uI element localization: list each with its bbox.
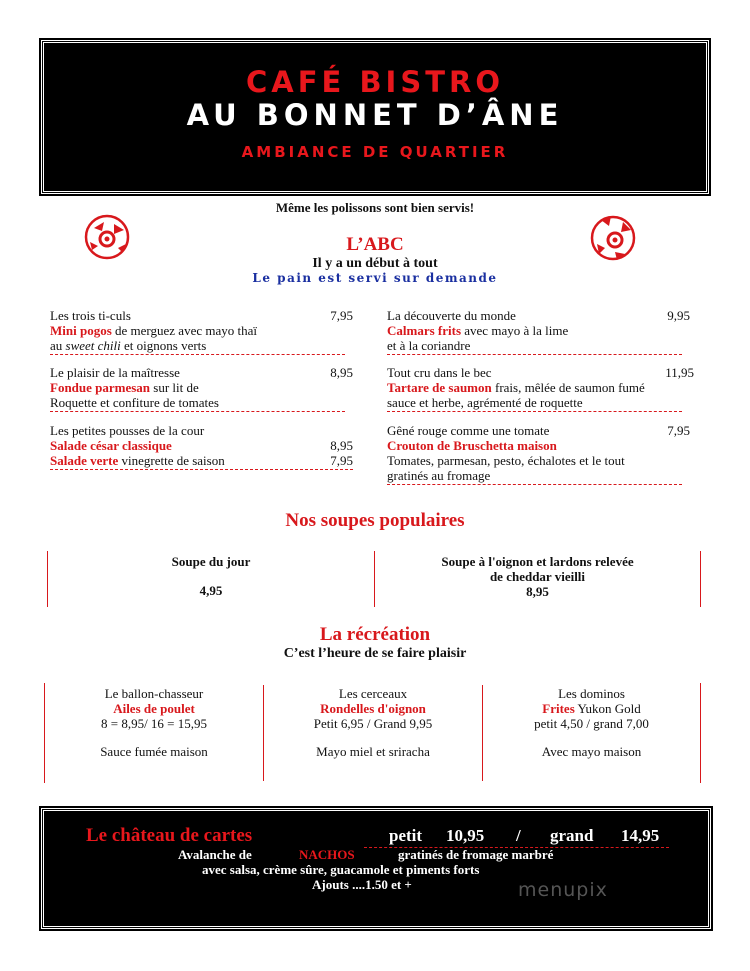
soupe-name-1: Soupe à l'oignon et lardons relevée [441, 554, 634, 569]
item-price-2: 7,95 [330, 453, 353, 468]
item-name: Ailes de poulet [113, 701, 195, 716]
menu-item-calmars [387, 308, 690, 355]
soupe-price: 8,95 [526, 584, 549, 599]
item-desc: frais, mêlée de saumon fumé [491, 380, 645, 395]
chateau-nachos: NACHOS [299, 847, 355, 862]
item-name: Salade césar classique [50, 438, 172, 453]
chateau-petit-price: 10,95 [446, 826, 485, 845]
item-desc: de merguez avec mayo thaï [111, 323, 257, 338]
item-sauce: Sauce fumée maison [100, 744, 208, 759]
item-intro: Le plaisir de la maîtresse [50, 365, 180, 380]
item-name: Mini pogos [50, 323, 112, 338]
abc-subtitle: Il y a un début à tout [312, 256, 438, 271]
item-prices: Petit 6,95 / Grand 9,95 [313, 716, 433, 731]
item-desc: et oignons verts [120, 338, 207, 353]
chateau-title: Le château de cartes [86, 825, 253, 846]
item-intro: Les trois ti-culs [50, 308, 131, 323]
item-name: Calmars frits [387, 323, 462, 338]
item-desc-2: gratinés au fromage [387, 468, 682, 485]
chateau-line-1c: gratinés de fromage marbré [398, 847, 554, 862]
item-prices: petit 4,50 / grand 7,00 [534, 716, 649, 731]
divider [700, 551, 701, 607]
item-desc: au [50, 338, 66, 353]
item-intro: Le ballon-chasseur [104, 686, 204, 701]
item-name-suffix: Yukon Gold [574, 701, 641, 716]
chateau-banner [41, 808, 711, 929]
item-price: 11,95 [665, 365, 694, 380]
chateau-grand: grand [550, 826, 594, 845]
chateau-line-1a: Avalanche de [178, 847, 252, 862]
item-intro: La découverte du monde [387, 308, 516, 323]
item-name: Frites [542, 701, 575, 716]
item-intro: Les dominos [558, 686, 625, 701]
menupix-watermark: menupix [518, 879, 608, 901]
item-desc: vinegrette de saison [118, 453, 225, 468]
soupe-name-2: de cheddar vieilli [489, 569, 586, 584]
soupe-oignon [375, 554, 700, 599]
soupe-name: Soupe du jour [171, 554, 251, 569]
soupe-price: 4,95 [199, 583, 223, 598]
chateau-petit: petit [389, 826, 423, 845]
menu-item-bruschetta [387, 423, 690, 485]
header-line-3: AMBIANCE DE QUARTIER [241, 143, 509, 161]
header-line-2: AU BONNET D’ÂNE [186, 98, 564, 132]
item-intro: Les petites pousses de la cour [50, 423, 205, 438]
header-line-1: CAFÉ BISTRO [246, 65, 504, 99]
item-desc-italic: sweet chili [65, 338, 121, 353]
item-desc: sauce et herbe, agrémenté de roquette [387, 395, 682, 412]
item-name: Crouton de Bruschetta maison [387, 438, 557, 453]
soupe-du-jour [48, 554, 374, 598]
menu-item-tartare [387, 365, 694, 412]
item-price: 7,95 [667, 423, 690, 438]
abc-title: L’ABC [346, 234, 404, 255]
header-banner [41, 40, 709, 194]
item-desc: Tomates, parmesan, pesto, échalotes et le tout [387, 453, 625, 468]
recreation-ailes [45, 686, 263, 759]
item-price: 8,95 [330, 438, 353, 453]
item-prices: 8 = 8,95/ 16 = 15,95 [100, 716, 208, 731]
chateau-slash: / [516, 826, 521, 845]
chateau-line-3: Ajouts ....1.50 et + [312, 877, 412, 892]
item-price: 9,95 [667, 308, 690, 323]
menu-item-fondue-parmesan [50, 365, 353, 412]
item-name: Fondue parmesan [50, 380, 151, 395]
item-intro: Gêné rouge comme une tomate [387, 423, 550, 438]
divider [700, 683, 701, 783]
item-intro: Les cerceaux [338, 686, 408, 701]
chateau-grand-price: 14,95 [621, 826, 660, 845]
item-price: 8,95 [330, 365, 353, 380]
recreation-frites [483, 686, 700, 759]
item-name: Tartare de saumon [387, 380, 492, 395]
menu-item-salades [50, 423, 353, 470]
recreation-rondelles [264, 686, 482, 759]
item-desc: Roquette et confiture de tomates [50, 395, 345, 412]
item-intro: Tout cru dans le bec [387, 365, 492, 380]
chateau-line-2: avec salsa, crème sûre, guacamole et piments forts [202, 862, 480, 877]
tagline: Même les polissons sont bien servis! [275, 200, 475, 215]
item-price: 7,95 [330, 308, 353, 323]
recreation-subtitle: C’est l’heure de se faire plaisir [283, 646, 467, 661]
item-sauce: Mayo miel et sriracha [316, 744, 430, 759]
item-name: Rondelles d'oignon [320, 701, 426, 716]
soupes-title: Nos soupes populaires [285, 510, 465, 531]
item-name-2: Salade verte [50, 453, 119, 468]
item-desc: avec mayo à la lime [461, 323, 569, 338]
menu-item-mini-pogos [50, 308, 353, 355]
item-desc: et à la coriandre [387, 338, 682, 355]
recreation-title: La récréation [319, 624, 431, 645]
item-sauce: Avec mayo maison [541, 744, 642, 759]
item-desc: sur lit de [150, 380, 199, 395]
abc-note: Le pain est servi sur demande [252, 271, 498, 285]
